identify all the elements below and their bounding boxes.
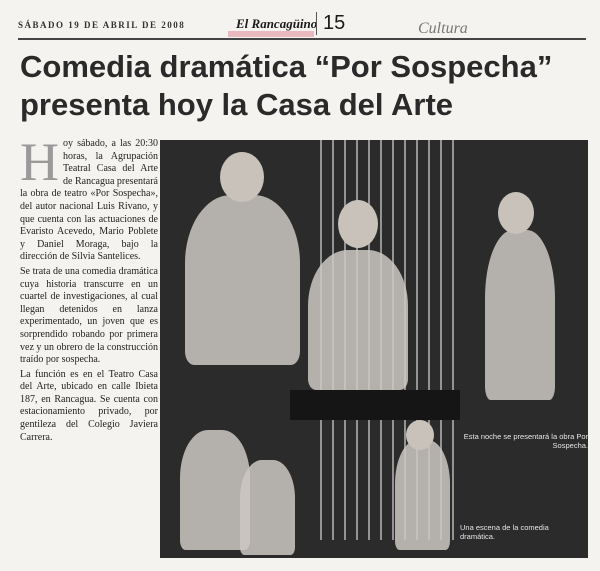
article-headline: Comedia dramática “Por Sospecha” presenta hoy la Casa del Arte (20, 49, 553, 122)
paragraph-2: Se trata de una comedia dramática cuya historia transcurre en un cuartel de investigaciones, al cual llegan detenidos en lanza experimentado, un joven que es sorprendido robando por primera vez y un obrero de la construcción traído por sospecha. (20, 265, 158, 366)
paragraph-1 (20, 132, 158, 264)
actor-figure-center (308, 250, 408, 390)
actor-figure-right (485, 230, 555, 400)
actor-head-left (220, 152, 264, 202)
stage-platform (290, 390, 460, 420)
actor-figure-left (185, 195, 300, 365)
actor-figure-bottom-right (395, 440, 450, 550)
paragraph-1-text: oy sábado, a las 20:30 horas, la Agrupación Teatral Casa del Arte de Rancagua presentará la obra de teatro «Por Sospecha», del autor nacional Luis Rivano, y que cuenta con las actuaciones de Evaristo Acevedo, Mario Poblete y Daniel Moraga, bajo la dirección de Silvia Santelices. (20, 138, 158, 263)
newspaper-name: El Rancagüino (236, 16, 318, 31)
header-rule (18, 38, 586, 40)
page-number: 15 (316, 12, 345, 35)
actor-head-right (498, 192, 534, 234)
article-body (20, 132, 158, 446)
drop-cap: H (20, 132, 59, 192)
actor-head-center (338, 200, 378, 248)
photo-caption-upper: Esta noche se presentará la obra Por Sospecha. (463, 432, 588, 450)
stage-photo (160, 140, 588, 558)
paragraph-3: La función es en el Teatro Casa del Arte, ubicado en calle Ibieta 187, en Rancagua. Se cuenta con estacionamiento privado, por gentileza del Colegio Javiera Carrera. (20, 368, 158, 443)
actor-head-bottom-right (406, 420, 434, 450)
publication-date: SÁBADO 19 DE ABRIL DE 2008 (18, 20, 186, 30)
section-name: Cultura (418, 20, 468, 37)
photo-caption-lower: Una escena de la comedia dramática. (460, 523, 549, 541)
page-header (18, 12, 586, 40)
actor-figure-bottom-mid (240, 460, 295, 555)
